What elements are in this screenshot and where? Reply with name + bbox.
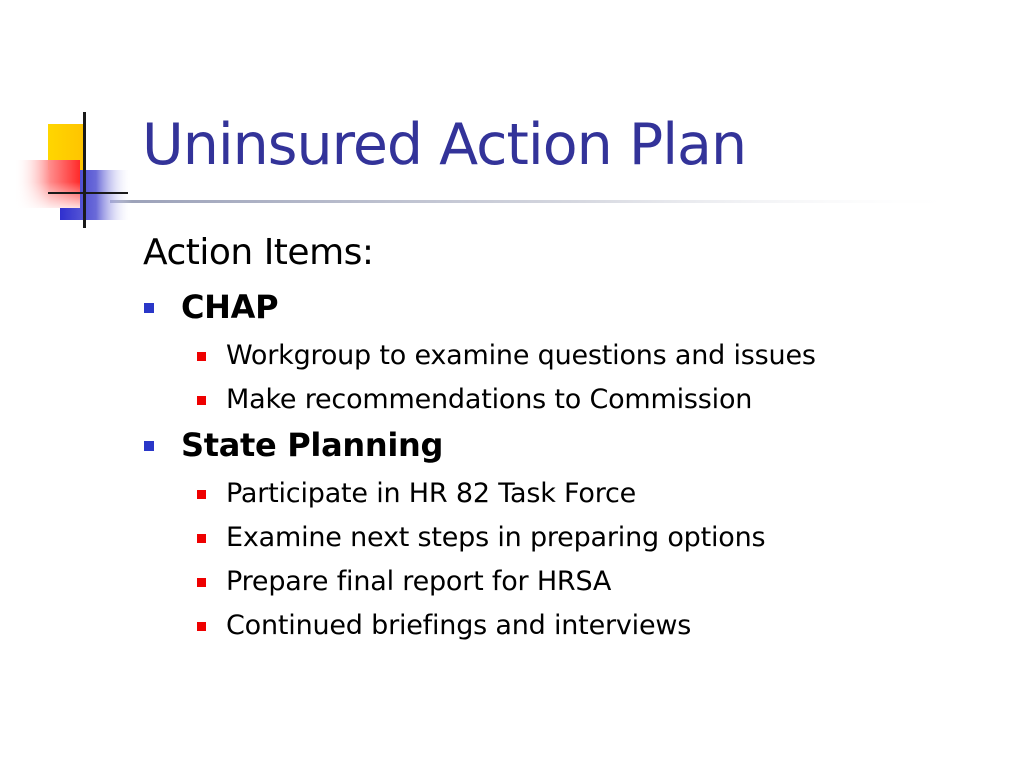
list-item bbox=[187, 378, 1003, 422]
chap-item-list bbox=[187, 334, 1003, 422]
section-chap bbox=[143, 289, 1003, 422]
square-bullet-icon bbox=[144, 303, 154, 313]
square-bullet-icon bbox=[197, 396, 206, 405]
action-items-heading: Action Items: bbox=[143, 232, 374, 273]
list-item-text: Continued briefings and interviews bbox=[226, 610, 692, 641]
square-bullet-icon bbox=[197, 622, 206, 631]
list-item-text: Examine next steps in preparing options bbox=[226, 522, 766, 553]
list-item bbox=[187, 516, 1003, 560]
section-list bbox=[143, 289, 1003, 648]
list-item-text: Participate in HR 82 Task Force bbox=[226, 478, 637, 509]
logo-vertical-line bbox=[83, 112, 86, 228]
list-item-text: Workgroup to examine questions and issues bbox=[226, 340, 816, 371]
list-item-text: Prepare final report for HRSA bbox=[226, 566, 612, 597]
list-item bbox=[187, 472, 1003, 516]
section-state-planning bbox=[143, 427, 1003, 648]
square-bullet-icon bbox=[197, 578, 206, 587]
section-label: CHAP bbox=[181, 288, 279, 326]
square-bullet-icon bbox=[197, 352, 206, 361]
slide-body bbox=[143, 232, 1003, 648]
list-item-text: Make recommendations to Commission bbox=[226, 384, 753, 415]
logo-horizontal-line bbox=[48, 192, 128, 194]
slide-title: Uninsured Action Plan bbox=[142, 112, 747, 178]
square-bullet-icon bbox=[197, 534, 206, 543]
square-bullet-icon bbox=[197, 490, 206, 499]
section-label: State Planning bbox=[181, 426, 444, 464]
list-item bbox=[187, 560, 1003, 604]
logo-red-fade bbox=[14, 182, 80, 208]
list-item bbox=[187, 604, 1003, 648]
square-bullet-icon bbox=[144, 441, 154, 451]
state-planning-item-list bbox=[187, 472, 1003, 648]
title-underline bbox=[110, 200, 970, 203]
list-item bbox=[187, 334, 1003, 378]
